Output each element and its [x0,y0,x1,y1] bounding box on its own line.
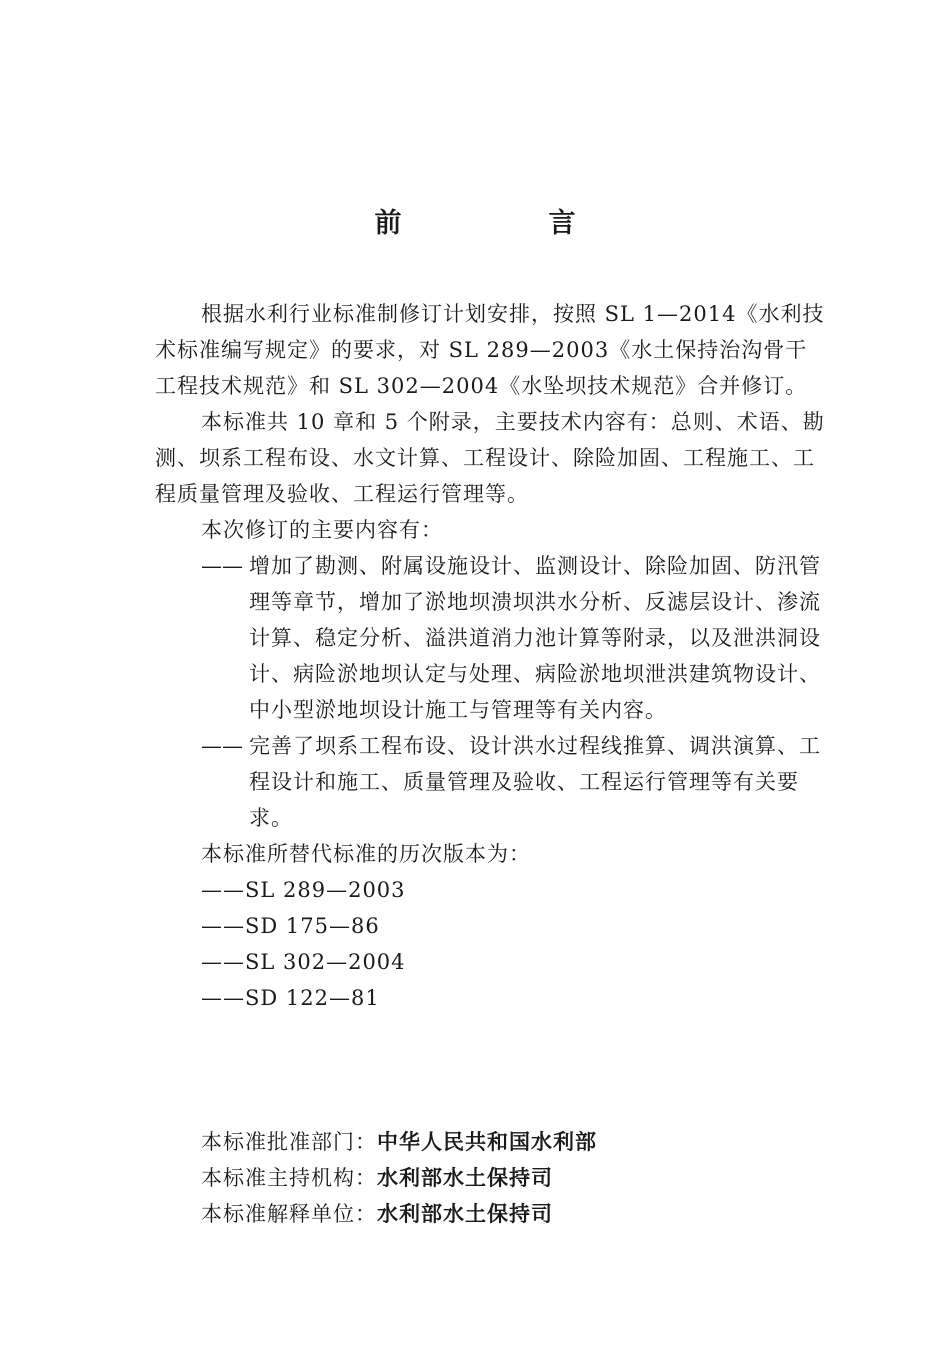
intro-paragraph-1: 根据水利行业标准制修订计划安排，按照 SL 1—2014《水利技术标准编写规定》的要求，对 SL 289—2003《水土保持治沟骨干工程技术规范》和 SL 302—2004《水坠坝技术规范》合并修订。 [155,302,825,398]
interpretation-unit [201,1196,801,1232]
revision-item [155,728,827,836]
host-organization [201,1160,801,1196]
intro-paragraph-2: 本标准共 10 章和 5 个附录，主要技术内容有：总则、术语、勘测、坝系工程布设、水文计算、工程设计、除险加固、工程施工、工程质量管理及验收、工程运行管理等。 [155,410,825,506]
history-heading: 本标准所替代标准的历次版本为： [201,842,531,866]
history-version: ——SD 122—81 [201,986,380,1010]
approval-department [201,1124,801,1160]
dash-mark: —— [201,554,243,578]
approval-value: 中华人民共和国水利部 [377,1130,597,1154]
approval-label: 本标准批准部门： [201,1130,377,1154]
dash-mark: —— [201,734,243,758]
host-value: 水利部水土保持司 [377,1166,553,1190]
interpretation-label: 本标准解释单位： [201,1202,377,1226]
interpretation-value: 水利部水土保持司 [377,1202,553,1226]
host-label: 本标准主持机构： [201,1166,377,1190]
page-title: 前 言 [374,208,636,239]
revision-item [155,548,827,728]
history-version: ——SL 289—2003 [201,878,406,902]
history-version: ——SD 175—86 [201,914,380,938]
revision-heading: 本次修订的主要内容有： [201,518,443,542]
approval-block [201,1124,801,1232]
body-text [155,296,827,1016]
revision-item-text: 增加了勘测、附属设施设计、监测设计、除险加固、防汛管理等章节，增加了淤地坝溃坝洪水分析、反滤层设计、渗流计算、稳定分析、溢洪道消力池计算等附录，以及泄洪洞设计、病险淤地坝认定与处理、病险淤地坝泄洪建筑物设计、中小型淤地坝设计施工与管理等有关内容。 [249,554,821,722]
revision-item-text: 完善了坝系工程布设、设计洪水过程线推算、调洪演算、工程设计和施工、质量管理及验收、工程运行管理等有关要求。 [249,734,821,830]
history-version: ——SL 302—2004 [201,950,406,974]
